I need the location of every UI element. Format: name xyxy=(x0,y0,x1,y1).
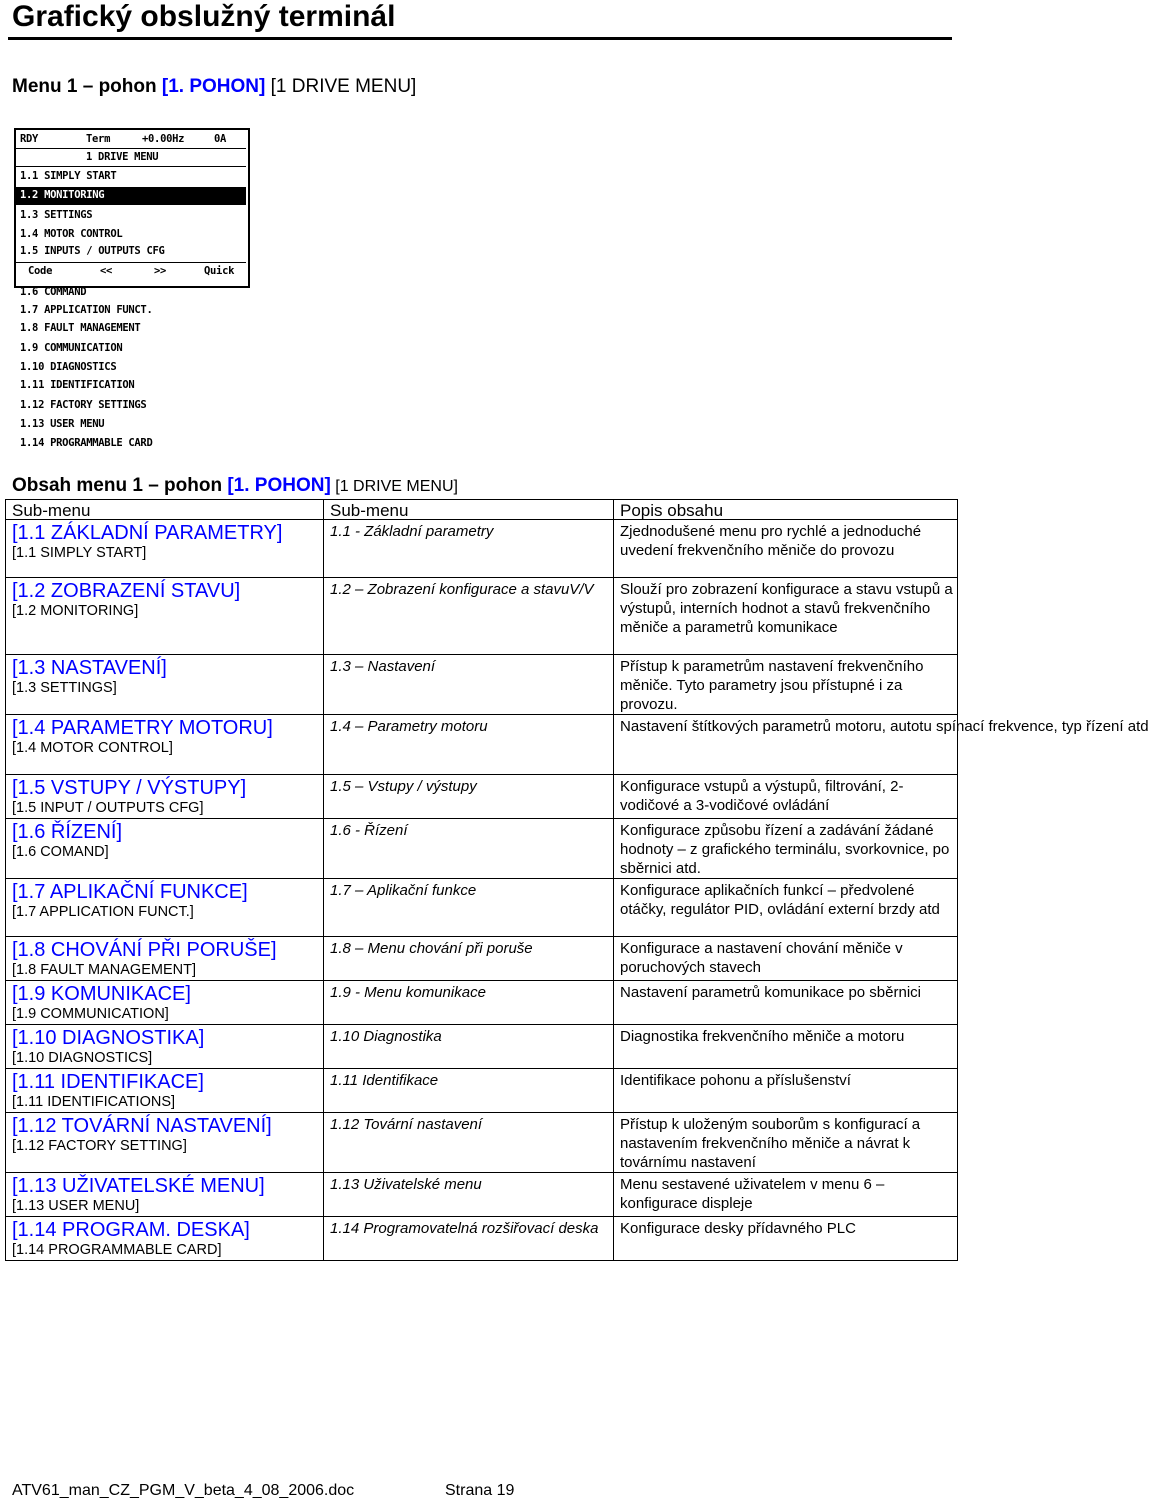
footer-page-number: Strana 19 xyxy=(445,1482,515,1499)
section-heading-suffix: [1 DRIVE MENU] xyxy=(265,76,417,97)
softkey-next: >> xyxy=(154,265,167,277)
terminal-row: 1.8 FAULT MANAGEMENT xyxy=(20,322,141,334)
menu-name-en: [1.11 IDENTIFICATIONS] xyxy=(12,1094,176,1110)
terminal-divider xyxy=(16,262,246,263)
table-row xyxy=(6,1113,958,1173)
terminal-row: 1.13 USER MENU xyxy=(20,418,105,430)
submenu-cell: 1.5 – Vstupy / výstupy xyxy=(324,775,614,819)
status-current: 0A xyxy=(214,133,227,145)
table-heading xyxy=(12,475,458,497)
submenu-cell: 1.10 Diagnostika xyxy=(324,1025,614,1069)
menu-name-cz: [1.12 TOVÁRNÍ NASTAVENÍ] xyxy=(12,1115,272,1137)
menu-name-cz: [1.8 CHOVÁNÍ PŘI PORUŠE] xyxy=(12,939,277,961)
table-row xyxy=(6,655,958,715)
table-header-row xyxy=(6,500,958,520)
table-row xyxy=(6,1069,958,1113)
softkey-quick: Quick xyxy=(204,265,235,277)
menu-name-cz: [1.3 NASTAVENÍ] xyxy=(12,657,167,679)
submenu-cell: 1.13 Uživatelské menu xyxy=(324,1173,614,1217)
terminal-menu-title: 1 DRIVE MENU xyxy=(86,151,159,163)
table-row xyxy=(6,1025,958,1069)
description-cell: Přístup k parametrům nastavení frekvenčního měniče. Tyto parametry jsou přístupné i za provozu. xyxy=(614,655,958,715)
description-cell: Konfigurace způsobu řízení a zadávání žádané hodnoty – z grafického terminálu, svorkovnice, po sběrnici atd. xyxy=(614,819,958,879)
menu-name-en: [1.1 SIMPLY START] xyxy=(12,545,147,561)
section-heading xyxy=(12,76,416,98)
footer-filename: ATV61_man_CZ_PGM_V_beta_4_08_2006.doc xyxy=(12,1482,355,1499)
menu-name-en: [1.5 INPUT / OUTPUTS CFG] xyxy=(12,800,204,816)
menu-name-en: [1.3 SETTINGS] xyxy=(12,680,117,696)
page-title: Grafický obslužný terminál xyxy=(12,0,396,33)
submenu-cell: 1.6 - Řízení xyxy=(324,819,614,879)
submenu-cell: 1.9 - Menu komunikace xyxy=(324,981,614,1025)
terminal-divider xyxy=(16,148,246,149)
submenu-cell: 1.1 - Základní parametry xyxy=(324,520,614,578)
submenu-cell: 1.12 Tovární nastavení xyxy=(324,1113,614,1173)
menu-table xyxy=(5,499,1149,1261)
description-cell: Identifikace pohonu a příslušenství xyxy=(614,1069,958,1113)
table-heading-suffix: [1 DRIVE MENU] xyxy=(330,478,458,495)
menu-name-cz: [1.7 APLIKAČNÍ FUNKCE] xyxy=(12,881,248,903)
submenu-cell: 1.4 – Parametry motoru xyxy=(324,715,614,775)
menu-name-cz: [1.4 PARAMETRY MOTORU] xyxy=(12,717,273,739)
table-row xyxy=(6,1217,958,1261)
description-cell: Slouží pro zobrazení konfigurace a stavu vstupů a výstupů, interních hodnot a stavů frekvenčního měniče a parametrů komunikace xyxy=(614,578,958,655)
status-frequency: +0.00Hz xyxy=(142,133,185,145)
terminal-row-selected: 1.2 MONITORING xyxy=(20,189,105,201)
menu-name-cz: [1.13 UŽIVATELSKÉ MENU] xyxy=(12,1175,265,1197)
submenu-cell: 1.2 – Zobrazení konfigurace a stavuV/V xyxy=(324,578,614,655)
terminal-row: 1.5 INPUTS / OUTPUTS CFG xyxy=(20,245,165,257)
menu-name-en: [1.6 COMAND] xyxy=(12,844,109,860)
section-heading-blue: [1. POHON] xyxy=(161,76,266,97)
terminal-row: 1.7 APPLICATION FUNCT. xyxy=(20,304,153,316)
terminal-row: 1.3 SETTINGS xyxy=(20,209,93,221)
description-cell: Konfigurace vstupů a výstupů, filtrování, 2-vodičové a 3-vodičové ovládání xyxy=(614,775,958,819)
terminal-divider xyxy=(16,166,246,167)
description-cell: Konfigurace a nastavení chování měniče v poruchových stavech xyxy=(614,937,958,981)
description-cell: Konfigurace aplikačních funkcí – předvolené otáčky, regulátor PID, ovládání externí brzdy atd xyxy=(614,879,958,937)
menu-name-cz: [1.9 KOMUNIKACE] xyxy=(12,983,191,1005)
submenu-cell: 1.8 – Menu chování při poruše xyxy=(324,937,614,981)
menu-name-en: [1.10 DIAGNOSTICS] xyxy=(12,1050,153,1066)
terminal-row: 1.6 COMMAND xyxy=(20,286,87,298)
status-term: Term xyxy=(86,133,111,145)
menu-name-en: [1.4 MOTOR CONTROL] xyxy=(12,740,173,756)
status-rdy: RDY xyxy=(20,133,39,145)
menu-name-cz: [1.11 IDENTIFIKACE] xyxy=(12,1071,204,1093)
table-row xyxy=(6,775,958,819)
header-submenu-cz: Sub-menu xyxy=(6,500,324,520)
table-row xyxy=(6,1173,958,1217)
submenu-cell: 1.11 Identifikace xyxy=(324,1069,614,1113)
description-cell: Přístup k uloženým souborům s konfigurací a nastavením frekvenčního měniče a návrat k továrnímu nastavení xyxy=(614,1113,958,1173)
terminal-row: 1.9 COMMUNICATION xyxy=(20,342,123,354)
menu-name-cz: [1.6 ŘÍZENÍ] xyxy=(12,821,123,843)
description-cell: Konfigurace desky přídavného PLC xyxy=(614,1217,958,1261)
menu-name-en: [1.14 PROGRAMMABLE CARD] xyxy=(12,1242,222,1258)
header-submenu: Sub-menu xyxy=(324,500,614,520)
table-row xyxy=(6,715,958,775)
submenu-cell: 1.7 – Aplikační funkce xyxy=(324,879,614,937)
table-heading-blue: [1. POHON] xyxy=(227,475,331,496)
softkey-prev: << xyxy=(100,265,113,277)
terminal-row: 1.10 DIAGNOSTICS xyxy=(20,361,117,373)
table-row xyxy=(6,981,958,1025)
header-description: Popis obsahu xyxy=(614,500,958,520)
submenu-cell: 1.14 Programovatelná rozšiřovací deska xyxy=(324,1217,614,1261)
section-heading-prefix: Menu 1 – pohon xyxy=(12,76,162,97)
terminal-row: 1.12 FACTORY SETTINGS xyxy=(20,399,147,411)
description-cell: Diagnostika frekvenčního měniče a motoru xyxy=(614,1025,958,1069)
softkey-code: Code xyxy=(28,265,53,277)
submenu-cell: 1.3 – Nastavení xyxy=(324,655,614,715)
menu-name-en: [1.7 APPLICATION FUNCT.] xyxy=(12,904,194,920)
description-cell: Zjednodušené menu pro rychlé a jednoduché uvedení frekvenčního měniče do provozu xyxy=(614,520,958,578)
menu-name-en: [1.12 FACTORY SETTING] xyxy=(12,1138,187,1154)
menu-name-cz: [1.5 VSTUPY / VÝSTUPY] xyxy=(12,777,247,799)
terminal-row: 1.4 MOTOR CONTROL xyxy=(20,228,123,240)
menu-name-en: [1.9 COMMUNICATION] xyxy=(12,1006,169,1022)
description-cell: Nastavení parametrů komunikace po sběrnici xyxy=(614,981,958,1025)
terminal-row: 1.1 SIMPLY START xyxy=(20,170,117,182)
menu-name-cz: [1.2 ZOBRAZENÍ STAVU] xyxy=(12,580,241,602)
menu-name-en: [1.2 MONITORING] xyxy=(12,603,139,619)
menu-name-cz: [1.1 ZÁKLADNÍ PARAMETRY] xyxy=(12,522,283,544)
terminal-illustration xyxy=(14,128,250,458)
table-row xyxy=(6,578,958,655)
menu-name-cz: [1.10 DIAGNOSTIKA] xyxy=(12,1027,205,1049)
table-row xyxy=(6,937,958,981)
terminal-row: 1.14 PROGRAMMABLE CARD xyxy=(20,437,153,449)
menu-name-en: [1.13 USER MENU] xyxy=(12,1198,140,1214)
description-cell: Menu sestavené uživatelem v menu 6 – konfigurace displeje xyxy=(614,1173,958,1217)
menu-name-cz: [1.14 PROGRAM. DESKA] xyxy=(12,1219,250,1241)
table-row xyxy=(6,520,958,578)
table-heading-prefix: Obsah menu 1 – pohon xyxy=(12,475,228,496)
terminal-row: 1.11 IDENTIFICATION xyxy=(20,379,135,391)
table-row xyxy=(6,879,958,937)
title-underline xyxy=(8,37,952,40)
table-row xyxy=(6,819,958,879)
menu-name-en: [1.8 FAULT MANAGEMENT] xyxy=(12,962,196,978)
description-cell: Nastavení štítkových parametrů motoru, autotu spínací frekvence, typ řízení atd xyxy=(614,715,958,775)
